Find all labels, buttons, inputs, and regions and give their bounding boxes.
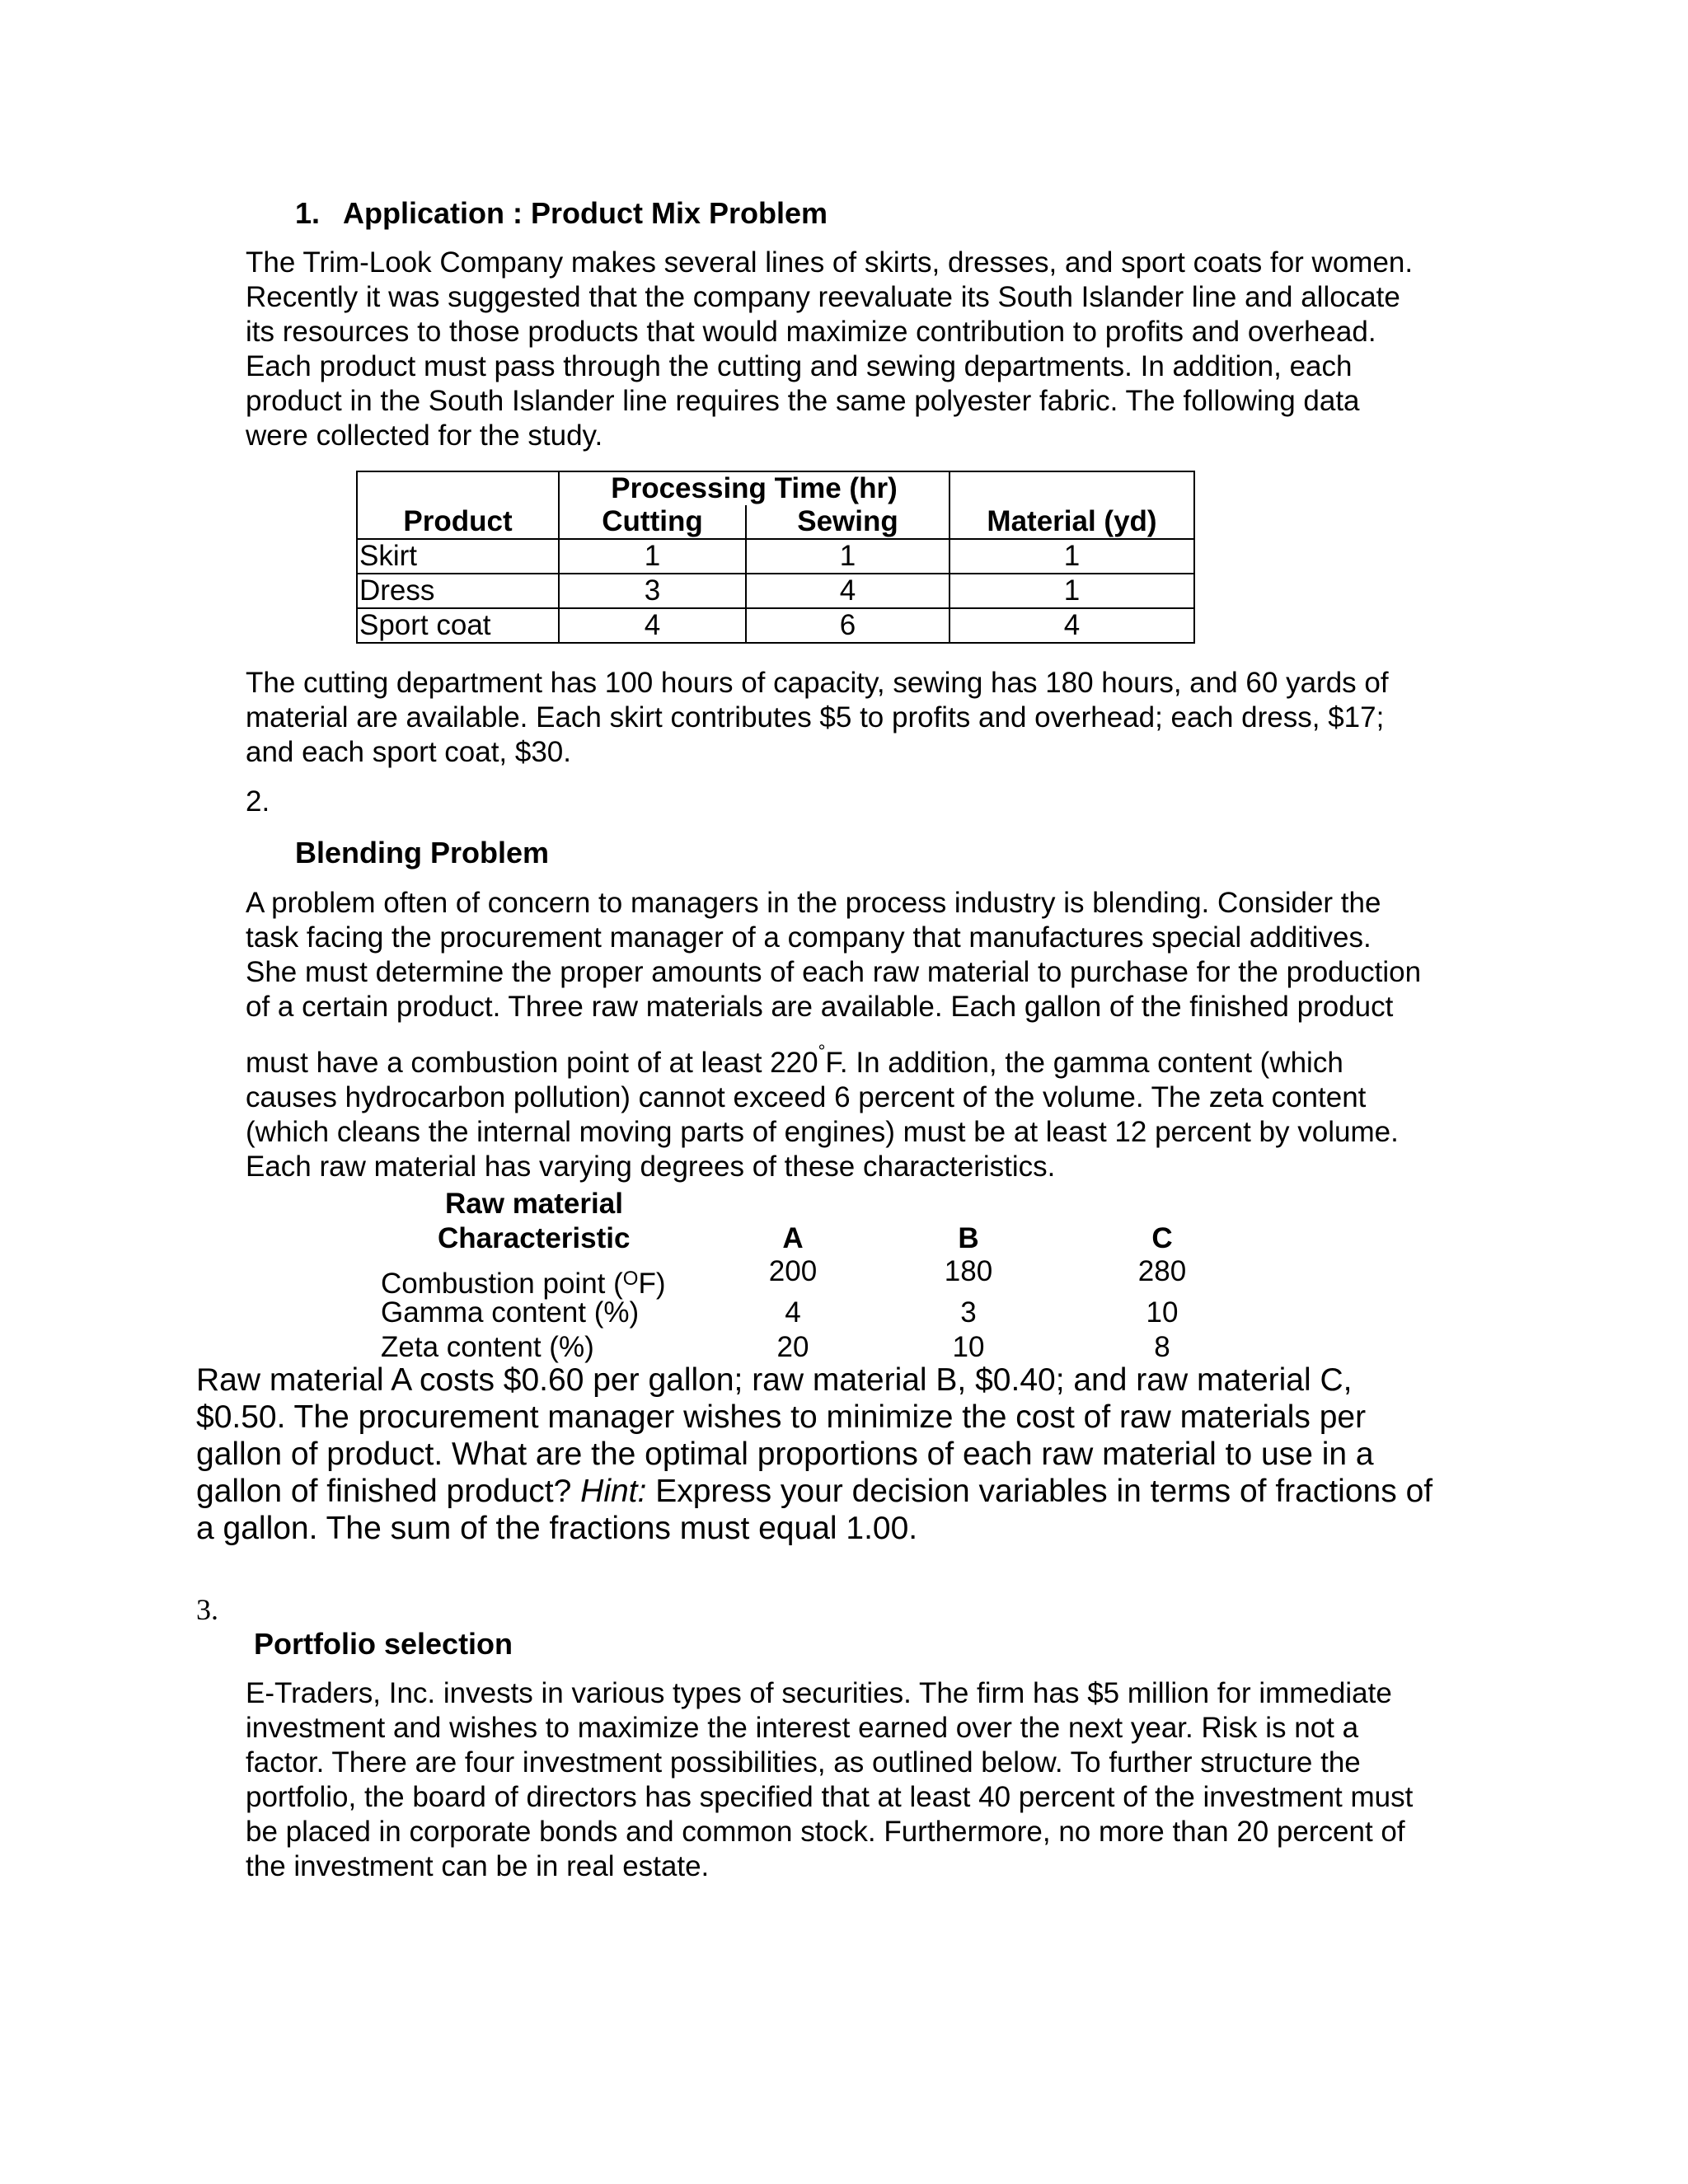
degree-symbol: O (622, 1268, 639, 1290)
section-1-paragraph (246, 246, 1647, 453)
cost-paragraph (196, 1361, 1672, 1547)
sewing-cell: 6 (746, 608, 950, 643)
table-empty-cell (357, 471, 559, 505)
section-3-paragraph (246, 1676, 1688, 1884)
table-cell: 8 (1154, 1331, 1170, 1363)
material-cell: 4 (950, 608, 1194, 643)
table-row (357, 539, 1194, 574)
table-cell: 3 (960, 1296, 977, 1329)
paragraph-line: investment and wishes to maximize the interest earned over the next year. Risk is not a (246, 1712, 1359, 1744)
column-a-header: A (782, 1222, 804, 1254)
line-text: Express your decision variables in terms of fractions of (646, 1474, 1433, 1509)
product-table (356, 471, 1195, 644)
cutting-cell: 4 (559, 608, 746, 643)
paragraph-line: A problem often of concern to managers in the process industry is blending. Consider the (246, 887, 1381, 919)
label-text: F) (638, 1268, 666, 1300)
section-1-heading: Application : Product Mix Problem (343, 196, 828, 230)
table-cell: 200 (768, 1255, 818, 1287)
characteristic-header: Characteristic (438, 1222, 631, 1254)
table-empty-cell (950, 471, 1194, 505)
paragraph-line: gallon of product. What are the optimal proportions of each raw material to use in a (196, 1436, 1374, 1472)
section-1-after-paragraph (246, 666, 1647, 770)
paragraph-line: its resources to those products that would maximize contribution to profits and overhead. (246, 316, 1376, 348)
paragraph-line: of a certain product. Three raw materials are available. Each gallon of the finished product (246, 991, 1394, 1023)
product-cell: Dress (357, 574, 559, 608)
line-text: must have a combustion point of at least 220 (246, 1047, 818, 1079)
cutting-cell: 1 (559, 539, 746, 574)
table-cell: 10 (1146, 1296, 1179, 1329)
sewing-header: Sewing (746, 505, 950, 539)
table-header-row (357, 505, 1194, 539)
paragraph-line: She must determine the proper amounts of each raw material to purchase for the production (246, 956, 1422, 988)
table-row (357, 574, 1194, 608)
paragraph-line: causes hydrocarbon pollution) cannot exceed 6 percent of the volume. The zeta content (246, 1081, 1367, 1113)
product-header: Product (357, 505, 559, 539)
paragraph-line: factor. There are four investment possibilities, as outlined below. To further structure the (246, 1746, 1361, 1779)
table-cell: 4 (785, 1296, 801, 1329)
hint-label: Hint: (580, 1474, 647, 1509)
paragraph-line: $0.50. The procurement manager wishes to minimize the cost of raw materials per (196, 1399, 1367, 1435)
paragraph-line: product in the South Islander line requires the same polyester fabric. The following data (246, 385, 1360, 417)
section-2-number: 2. (246, 785, 270, 818)
paragraph-line: The Trim-Look Company makes several lines of skirts, dresses, and sport coats for women. (246, 246, 1414, 279)
degree-symbol: ° (818, 1041, 826, 1062)
product-cell: Sport coat (357, 608, 559, 643)
table-cell: 20 (776, 1331, 809, 1363)
material-cell: 1 (950, 574, 1194, 608)
processing-time-header: Processing Time (hr) (559, 471, 950, 505)
paragraph-line: Each raw material has varying degrees of these characteristics. (246, 1151, 1056, 1183)
line-text: gallon of finished product? (196, 1474, 581, 1509)
raw-material-header: Raw material (445, 1188, 623, 1220)
paragraph-line: E-Traders, Inc. invests in various types of securities. The firm has $5 million for immediate (246, 1677, 1392, 1709)
column-b-header: B (958, 1222, 979, 1254)
label-text: Combustion point ( (381, 1268, 623, 1300)
column-c-header: C (1151, 1222, 1173, 1254)
table-cell: 280 (1137, 1255, 1187, 1287)
paragraph-line: Raw material A costs $0.60 per gallon; raw material B, $0.40; and raw material C, (196, 1362, 1353, 1398)
paragraph-line (246, 1034, 1688, 1080)
gamma-content-label: Gamma content (%) (381, 1296, 640, 1329)
section-1-number: 1. (295, 196, 321, 230)
table-cell: 10 (952, 1331, 985, 1363)
paragraph-line: Recently it was suggested that the company reevaluate its South Islander line and allocate (246, 281, 1400, 313)
sewing-cell: 4 (746, 574, 950, 608)
paragraph-line: and each sport coat, $30. (246, 736, 571, 768)
table-group-header-row (357, 471, 1194, 505)
line-text: F. In addition, the gamma content (which (825, 1047, 1343, 1079)
paragraph-line: portfolio, the board of directors has specified that at least 40 percent of the investment must (246, 1781, 1414, 1813)
table-row (357, 608, 1194, 643)
paragraph-line (196, 1473, 1672, 1510)
paragraph-line: a gallon. The sum of the fractions must equal 1.00. (196, 1511, 918, 1546)
paragraph-line: material are available. Each skirt contributes $5 to profits and overhead; each dress, $17; (246, 701, 1385, 733)
sewing-cell: 1 (746, 539, 950, 574)
zeta-content-label: Zeta content (%) (381, 1331, 594, 1363)
material-header: Material (yd) (950, 505, 1194, 539)
paragraph-line: The cutting department has 100 hours of capacity, sewing has 180 hours, and 60 yards of (246, 667, 1389, 699)
section-2-paragraph (246, 886, 1688, 1184)
cutting-header: Cutting (559, 505, 746, 539)
paragraph-line: (which cleans the internal moving parts of engines) must be at least 12 percent by volume. (246, 1116, 1399, 1148)
section-2-heading: Blending Problem (295, 836, 550, 869)
product-cell: Skirt (357, 539, 559, 574)
cutting-cell: 3 (559, 574, 746, 608)
section-3-heading: Portfolio selection (254, 1627, 513, 1661)
table-cell: 180 (944, 1255, 993, 1287)
paragraph-line: Each product must pass through the cutting and sewing departments. In addition, each (246, 350, 1353, 382)
paragraph-line: the investment can be in real estate. (246, 1850, 710, 1882)
paragraph-line: be placed in corporate bonds and common stock. Furthermore, no more than 20 percent of (246, 1816, 1405, 1848)
paragraph-line: were collected for the study. (246, 419, 603, 452)
paragraph-line: task facing the procurement manager of a company that manufactures special additives. (246, 921, 1372, 954)
section-3-number: 3. (196, 1593, 218, 1626)
material-cell: 1 (950, 539, 1194, 574)
